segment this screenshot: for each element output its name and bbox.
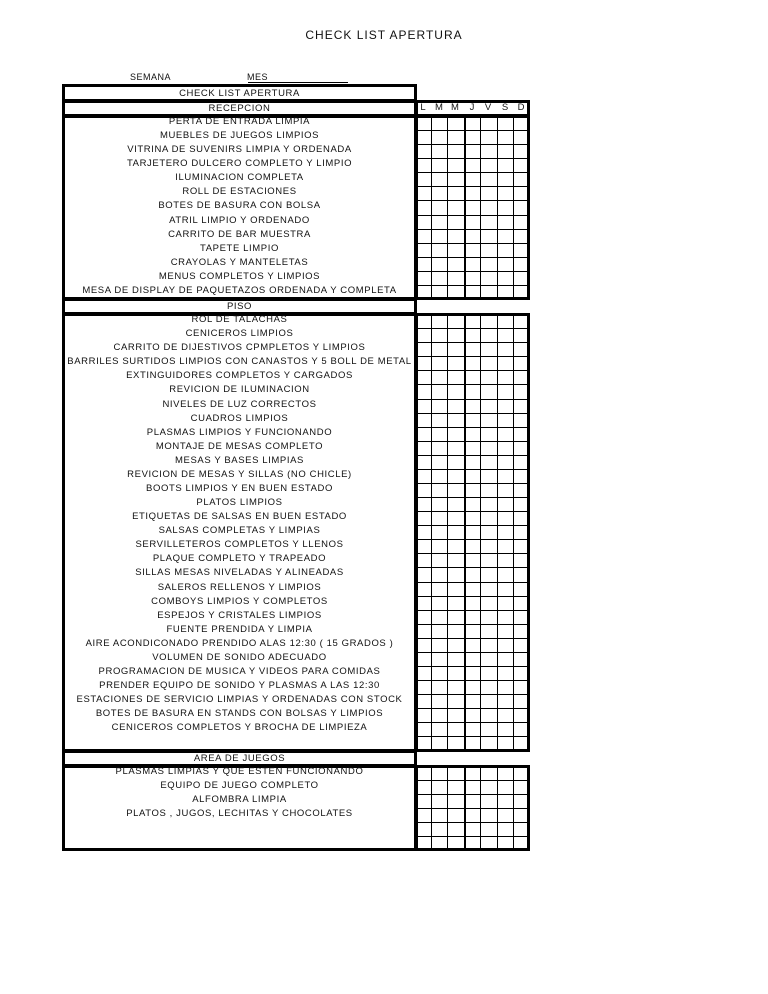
day-header-6: D bbox=[517, 102, 525, 113]
checklist-item: REVICION DE ILUMINACION bbox=[169, 384, 310, 396]
checklist-item: ALFOMBRA LIMPIA bbox=[192, 793, 287, 805]
section-title-1: PISO bbox=[226, 301, 253, 313]
grid-row-line bbox=[415, 384, 530, 385]
table-title: CHECK LIST APERTURA bbox=[179, 88, 300, 99]
grid-col-line bbox=[447, 313, 448, 751]
day-header-0: L bbox=[420, 102, 426, 113]
checklist-item: NIVELES DE LUZ CORRECTOS bbox=[162, 398, 317, 410]
checklist-item: MENUS COMPLETOS Y LIMPIOS bbox=[158, 270, 321, 282]
checklist-item: REVICION DE MESAS Y SILLAS (NO CHICLE) bbox=[127, 468, 352, 480]
grid-row-line bbox=[415, 822, 530, 823]
grid-row-line bbox=[415, 271, 530, 272]
day-header-3: J bbox=[469, 102, 475, 113]
checklist-item: ESTACIONES DE SERVICIO LIMPIAS Y ORDENADAS CON STOCK bbox=[76, 694, 403, 706]
grid-row-line bbox=[415, 722, 530, 723]
grid-row-line bbox=[415, 257, 530, 258]
checklist-item: PRENDER EQUIPO DE SONIDO Y PLASMAS A LAS 12:30 bbox=[99, 680, 380, 692]
checklist-item: BARRILES SURTIDOS LIMPIOS CON CANASTOS Y 5 BOLL DE METAL bbox=[67, 356, 412, 368]
day-header-2: M bbox=[451, 102, 459, 113]
checklist-item: PLASMAS LIMPIAS Y QUE ESTEN FUNCIONANDO bbox=[115, 765, 364, 777]
grid-row-line bbox=[415, 794, 530, 795]
checklist-item: VOLUMEN DE SONIDO ADECUADO bbox=[152, 651, 327, 663]
checklist-item: PROGRAMACION DE MUSICA Y VIDEOS PARA COMIDAS bbox=[98, 666, 381, 678]
grid-row-line bbox=[415, 582, 530, 583]
grid-row-line bbox=[415, 172, 530, 173]
grid-row-line bbox=[415, 694, 530, 695]
grid-col-line bbox=[464, 115, 466, 300]
checklist-item: PLAQUE COMPLETO Y TRAPEADO bbox=[152, 553, 327, 565]
grid-row-line bbox=[415, 130, 530, 131]
section-title-0: RECEPCION bbox=[208, 103, 271, 114]
grid-row-line bbox=[415, 610, 530, 611]
grid-row-line bbox=[415, 497, 530, 498]
checklist-item: CARRITO DE DIJESTIVOS CPMPLETOS Y LIMPIOS bbox=[113, 342, 366, 354]
grid-col-line bbox=[497, 115, 498, 300]
checklist-item: TARJETERO DULCERO COMPLETO Y LIMPIO bbox=[126, 158, 353, 170]
checklist-item: ESPEJOS Y CRISTALES LIMPIOS bbox=[157, 609, 322, 621]
grid-row-line bbox=[415, 836, 530, 837]
grid-row-line bbox=[415, 666, 530, 667]
day-header-1: M bbox=[435, 102, 443, 113]
checklist-item: CRAYOLAS Y MANTELETAS bbox=[170, 256, 309, 268]
checklist-item: ROL DE TALACHAS bbox=[191, 314, 288, 326]
grid-col-line bbox=[513, 115, 514, 300]
grid-row-line bbox=[415, 427, 530, 428]
grid-col-line bbox=[497, 313, 498, 751]
checklist-item: PLATOS LIMPIOS bbox=[196, 497, 283, 509]
grid-row-line bbox=[415, 596, 530, 597]
checklist-item: MONTAJE DE MESAS COMPLETO bbox=[155, 440, 324, 452]
checklist-item: PLATOS , JUGOS, LECHITAS Y CHOCOLATES bbox=[126, 807, 353, 819]
grid-row-line bbox=[415, 469, 530, 470]
checklist-item: SILLAS MESAS NIVELADAS Y ALINEADAS bbox=[135, 567, 344, 579]
checklist-item: CENICEROS COMPLETOS Y BROCHA DE LIMPIEZA bbox=[111, 722, 368, 734]
grid-row-line bbox=[415, 342, 530, 343]
day-header-5: S bbox=[501, 102, 509, 113]
checklist-item: ETIQUETAS DE SALSAS EN BUEN ESTADO bbox=[132, 511, 347, 523]
month-label: MES bbox=[247, 72, 269, 82]
grid-row-line bbox=[415, 808, 530, 809]
checklist-item: ROLL DE ESTACIONES bbox=[182, 186, 297, 198]
grid-col-line bbox=[513, 313, 514, 751]
checklist-item bbox=[65, 735, 414, 749]
checklist-item: PLASMAS LIMPIOS Y FUNCIONANDO bbox=[146, 426, 333, 438]
checklist-item: ILUMINACION COMPLETA bbox=[175, 172, 304, 184]
day-header-4: V bbox=[484, 102, 492, 113]
checklist-item: TAPETE LIMPIO bbox=[200, 242, 279, 254]
checklist-item: AIRE ACONDICONADO PRENDIDO ALAS 12:30 ( 15 GRADOS ) bbox=[85, 637, 394, 649]
grid-row-line bbox=[415, 413, 530, 414]
grid-row-line bbox=[415, 624, 530, 625]
checklist-item: EXTINGUIDORES COMPLETOS Y CARGADOS bbox=[126, 370, 353, 382]
checklist-item: COMBOYS LIMPIOS Y COMPLETOS bbox=[151, 595, 328, 607]
grid-row-line bbox=[415, 215, 530, 216]
checklist-item: CENICEROS LIMPIOS bbox=[185, 328, 294, 340]
grid-col-line bbox=[480, 313, 481, 751]
grid-row-line bbox=[415, 652, 530, 653]
grid-row-line bbox=[415, 158, 530, 159]
grid-row-line bbox=[415, 511, 530, 512]
grid-row-line bbox=[415, 328, 530, 329]
grid-row-line bbox=[415, 370, 530, 371]
checklist-item: BOTES DE BASURA EN STANDS CON BOLSAS Y LIMPIOS bbox=[95, 708, 384, 720]
grid-row-line bbox=[415, 455, 530, 456]
checklist-item: SERVILLETEROS COMPLETOS Y LLENOS bbox=[135, 539, 344, 551]
checklist-item: MUEBLES DE JUEGOS LIMPIOS bbox=[159, 130, 320, 142]
checklist-item: CARRITO DE BAR MUESTRA bbox=[168, 228, 311, 240]
grid-row-line bbox=[415, 200, 530, 201]
grid-col-line bbox=[431, 313, 432, 751]
grid-row-line bbox=[415, 708, 530, 709]
grid-col-line bbox=[480, 115, 481, 300]
grid-row-line bbox=[415, 553, 530, 554]
grid-row-line bbox=[415, 483, 530, 484]
grid-row-line bbox=[415, 638, 530, 639]
grid-row-line bbox=[415, 525, 530, 526]
grid-row-line bbox=[415, 243, 530, 244]
grid-row-line bbox=[415, 736, 530, 737]
checklist-item: BOOTS LIMPIOS Y EN BUEN ESTADO bbox=[146, 483, 333, 494]
grid-row-line bbox=[415, 539, 530, 540]
checklist-item: SALEROS RELLENOS Y LIMPIOS bbox=[157, 581, 322, 593]
checklist-item: MESAS Y BASES LIMPIAS bbox=[175, 454, 304, 466]
checklist-item: EQUIPO DE JUEGO COMPLETO bbox=[160, 779, 319, 791]
checklist-item bbox=[65, 821, 414, 835]
checklist-item: FUENTE PRENDIDA Y LIMPIA bbox=[166, 623, 313, 635]
section-title-2: AREA DE JUEGOS bbox=[193, 752, 286, 764]
checklist-item: MESA DE DISPLAY DE PAQUETAZOS ORDENADA Y COMPLETA bbox=[82, 284, 397, 296]
grid-col-line bbox=[464, 313, 466, 751]
grid-row-line bbox=[415, 229, 530, 230]
checklist-item: SALSAS COMPLETAS Y LIMPIAS bbox=[158, 525, 321, 537]
grid-row-line bbox=[415, 441, 530, 442]
grid-row-line bbox=[415, 399, 530, 400]
grid-row-line bbox=[415, 567, 530, 568]
week-label: SEMANA bbox=[130, 72, 172, 82]
checklist-item: PERTA DE ENTRADA LIMPIA bbox=[168, 116, 311, 127]
grid-row-line bbox=[415, 285, 530, 286]
grid-row-line bbox=[415, 356, 530, 357]
grid-col-line bbox=[431, 115, 432, 300]
page-title: CHECK LIST APERTURA bbox=[305, 28, 463, 42]
grid-row-line bbox=[415, 780, 530, 781]
checklist-item bbox=[65, 835, 414, 849]
grid-row-line bbox=[415, 186, 530, 187]
grid-row-line bbox=[415, 680, 530, 681]
checklist-item: CUADROS LIMPIOS bbox=[190, 412, 289, 424]
checklist-item: ATRIL LIMPIO Y ORDENADO bbox=[169, 214, 310, 226]
grid-col-line bbox=[447, 115, 448, 300]
checklist-item: VITRINA DE SUVENIRS LIMPIA Y ORDENADA bbox=[127, 144, 352, 156]
grid-row-line bbox=[415, 144, 530, 145]
checklist-item: BOTES DE BASURA CON BOLSA bbox=[158, 200, 321, 212]
